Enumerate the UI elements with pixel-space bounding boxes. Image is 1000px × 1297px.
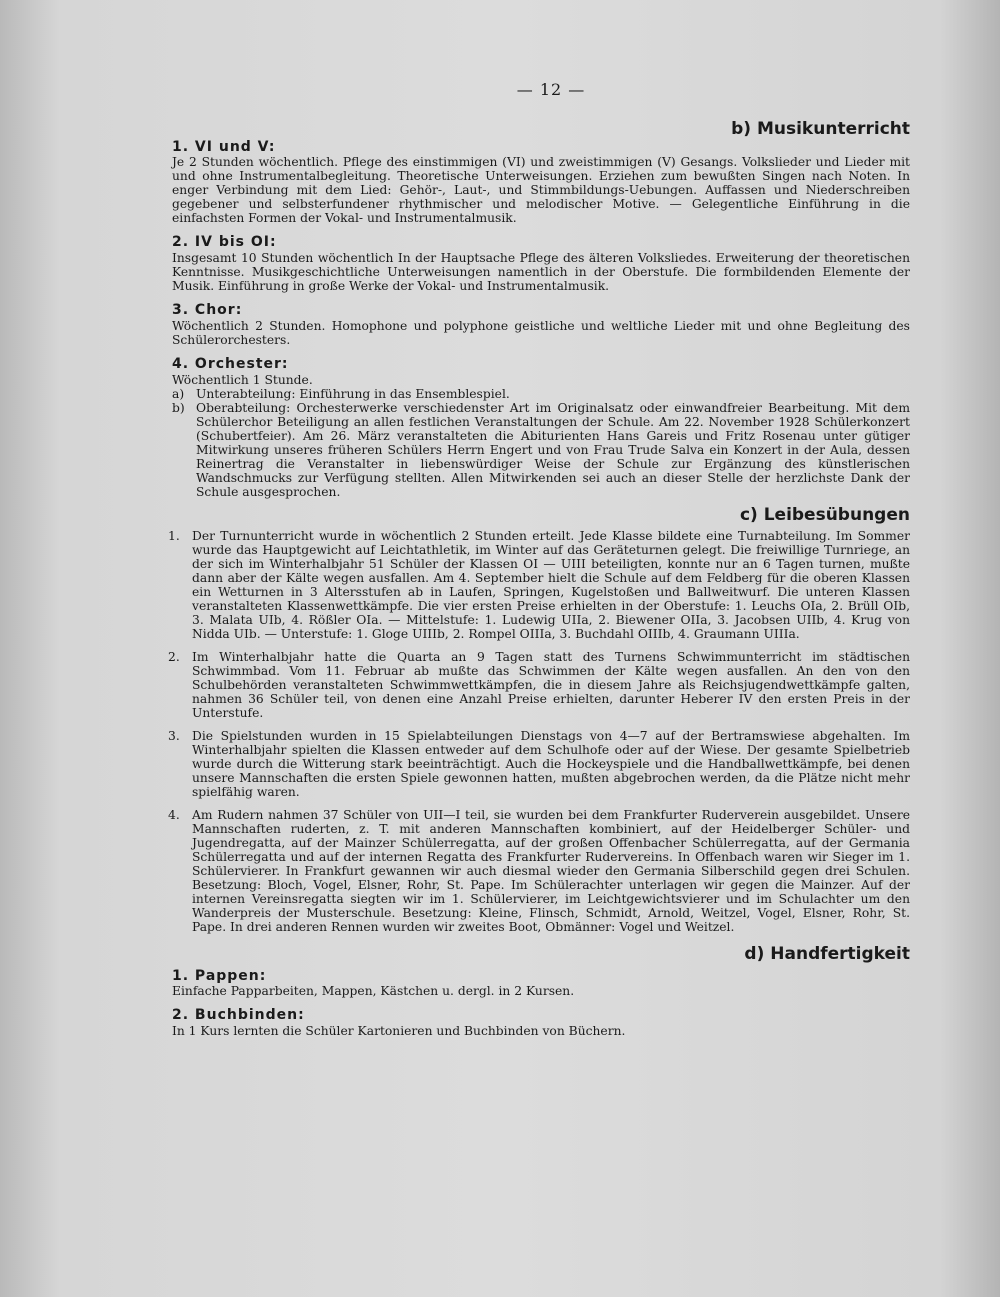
- list-marker: b): [172, 401, 185, 415]
- list-marker: a): [172, 387, 185, 401]
- paragraph-iv-oi: Insgesamt 10 Stunden wöchentlich In der Hauptsache Pflege des älteren Volksliedes. Erweiterung der theoretischen Kenntnisse. Musikgeschichtliche Unterweisungen namentlich in der Oberstufe. Die formbildenden Elemente der Musik. Einführung in große Werke der Vokal- und Instrumentalmusik.: [172, 251, 910, 293]
- subsection-title-orchester: 4. Orchester:: [172, 356, 289, 372]
- paragraph-vi-v: Je 2 Stunden wöchentlich. Pflege des einstimmigen (VI) und zweistimmigen (V) Gesangs. Volkslieder und Lieder mit und ohne Instrumentalbegleitung. Theoretische Unterweisungen. Erziehen zum bewußten Singen nach Noten. In enger Verbindung mit dem Lied: Gehör-, Laut-, und Stimmbildungs-Uebungen. Auffassen und Niederschreiben gegebener und selbsterfundener rhythmischer und melodischer Motive. — Gelegentliche Einführung in die einfachsten Formen der Vokal- und Instrumentalmusik.: [172, 155, 910, 225]
- music-heading-row: [172, 119, 910, 155]
- page-content: [168, 80, 910, 1038]
- paragraph-pappen: Einfache Papparbeiten, Mappen, Kästchen u. dergl. in 2 Kursen.: [172, 984, 575, 998]
- list-marker: 4.: [168, 808, 180, 822]
- list-item: [172, 387, 910, 401]
- sport-list: [168, 529, 910, 934]
- page-number: — 12 —: [516, 80, 586, 99]
- subsection-title-iv-oi: 2. IV bis OI:: [172, 234, 277, 250]
- handcraft-heading-row: [172, 944, 910, 984]
- list-marker: 3.: [168, 729, 180, 743]
- list-item-text: Unterabteilung: Einführung in das Ensemblespiel.: [196, 387, 510, 401]
- list-item: [168, 808, 910, 934]
- section-title-music: b) Musikunterricht: [731, 119, 910, 139]
- list-item: [168, 650, 910, 720]
- list-item: [172, 401, 910, 499]
- list-marker: 1.: [168, 529, 180, 543]
- subsection-title-pappen: 1. Pappen:: [172, 968, 267, 984]
- orchester-list: [172, 387, 910, 499]
- list-item: [168, 729, 910, 799]
- subsection-title-buchbinden: 2. Buchbinden:: [172, 1007, 305, 1023]
- paragraph-chor: Wöchentlich 2 Stunden. Homophone und polyphone geistliche und weltliche Lieder mit und ohne Begleitung des Schülerorchesters.: [172, 319, 910, 347]
- section-title-handcraft: d) Handfertigkeit: [744, 944, 910, 964]
- list-item-text: Die Spielstunden wurden in 15 Spielabteilungen Dienstags von 4—7 auf der Bertramswiese abgehalten. Im Winterhalbjahr spielten die Klassen entweder auf dem Schulhofe oder auf der Wiese. Der gesamte Spielbetrieb wurde durch die Witterung stark beeinträchtigt. Auch die Hockeyspiele und die Handballwettkämpfe, bei denen unsere Mannschaften die ersten Spiele gewonnen hatten, mußten abgebrochen werden, da die Plätze nicht mehr spielfähig waren.: [192, 729, 910, 799]
- paragraph-buchbinden: In 1 Kurs lernten die Schüler Kartonieren und Buchbinden von Büchern.: [172, 1024, 626, 1038]
- list-item-text: Am Rudern nahmen 37 Schüler von UII—I teil, sie wurden bei dem Frankfurter Ruderverein ausgebildet. Unsere Mannschaften ruderten, z. T. mit anderen Mannschaften kombiniert, auf der Heidelberger Schüler- und Jugendregatta, auf der Mainzer Schülerregatta, auf der großen Offenbacher Schülerregatta, auf der Germania Schülerregatta und auf der internen Regatta des Frankfurter Rudervereins. In Offenbach waren wir Sieger im 1. Schülervierer. In Frankfurt gewannen wir auch diesmal wieder den Germania Silberschild gegen drei Schulen. Besetzung: Bloch, Vogel, Elsner, Rohr, St. Pape. Im Schülerachter unterlagen wir gegen die Mainzer. Auf der internen Vereinsregatta siegten wir im 1. Schülervierer, im Leichtgewichtsvierer und im Schulachter um den Wanderpreis der Musterschule. Besetzung: Kleine, Flinsch, Schmidt, Arnold, Weitzel, Vogel, Elsner, Rohr, St. Pape. In drei anderen Rennen wurden wir zweites Boot, Obmänner: Vogel und Weitzel.: [192, 808, 910, 934]
- list-item-text: Der Turnunterricht wurde in wöchentlich 2 Stunden erteilt. Jede Klasse bildete eine Turnabteilung. Im Sommer wurde das Hauptgewicht auf Leichtathletik, im Winter auf das Geräteturnen gelegt. Die freiwillige Turnriege, an der sich im Winterhalbjahr 51 Schüler der Klassen OI — UIII beteiligten, konnte nur an 6 Tagen turnen, mußte dann aber der Kälte wegen ausfallen. Am 4. September hielt die Schule auf dem Feldberg für die oberen Klassen ein Wetturnen in 3 Altersstufen ab in Laufen, Springen, Kugelstoßen und Ballweitwurf. Die unteren Klassen veranstalteten Klassenwettkämpfe. Die vier ersten Preise erhielten in der Oberstufe: 1. Leuchs OIa, 2. Brüll OIb, 3. Malata UIb, 4. Rößler OIa. — Mittelstufe: 1. Ludewig UIIa, 2. Biewener OIIa, 3. Jacobsen UIIb, 4. Krug von Nidda UIb. — Unterstufe: 1. Gloge UIIIb, 2. Rompel OIIIa, 3. Buchdahl OIIIb, 4. Graumann UIIIa.: [192, 529, 910, 641]
- list-item: [168, 529, 910, 641]
- list-marker: 2.: [168, 650, 180, 664]
- paragraph-orchester-intro: Wöchentlich 1 Stunde.: [172, 373, 313, 387]
- list-item-text: Im Winterhalbjahr hatte die Quarta an 9 Tagen statt des Turnens Schwimmunterricht im städtischen Schwimmbad. Vom 11. Februar ab mußte das Schwimmen der Kälte wegen ausfallen. An den von den Schulbehörden veranstalteten Schwimmwettkämpfen, die in diesem Jahre als Reichsjugendwettkämpfe galten, nahmen 36 Schüler teil, von denen eine Anzahl Preise erhielten, darunter Heberer IV den ersten Preis in der Unterstufe.: [192, 650, 910, 720]
- section-title-sport: c) Leibesübungen: [739, 505, 910, 525]
- list-item-text: Oberabteilung: Orchesterwerke verschiedenster Art im Originalsatz oder einwandfreier Bearbeitung. Mit dem Schülerchor Beteiligung an allen festlichen Veranstaltungen der Schule. Am 22. November 1928 Schülerkonzert (Schubertfeier). Am 26. März veranstalteten die Abiturienten Hans Gareis und Fritz Rosenau unter gütiger Mitwirkung unseres früheren Schülers Herrn Engert und von Frau Trude Salva ein Konzert in der Aula, dessen Reinertrag die Veranstalter in liebenswürdiger Weise der Schule zur Ergänzung des künstlerischen Wandschmucks zur Verfügung stellten. Allen Mitwirkenden sei auch an dieser Stelle der herzlichste Dank der Schule ausgesprochen.: [196, 401, 910, 499]
- subsection-title-vi-v: 1. VI und V:: [172, 139, 276, 155]
- subsection-title-chor: 3. Chor:: [172, 302, 243, 318]
